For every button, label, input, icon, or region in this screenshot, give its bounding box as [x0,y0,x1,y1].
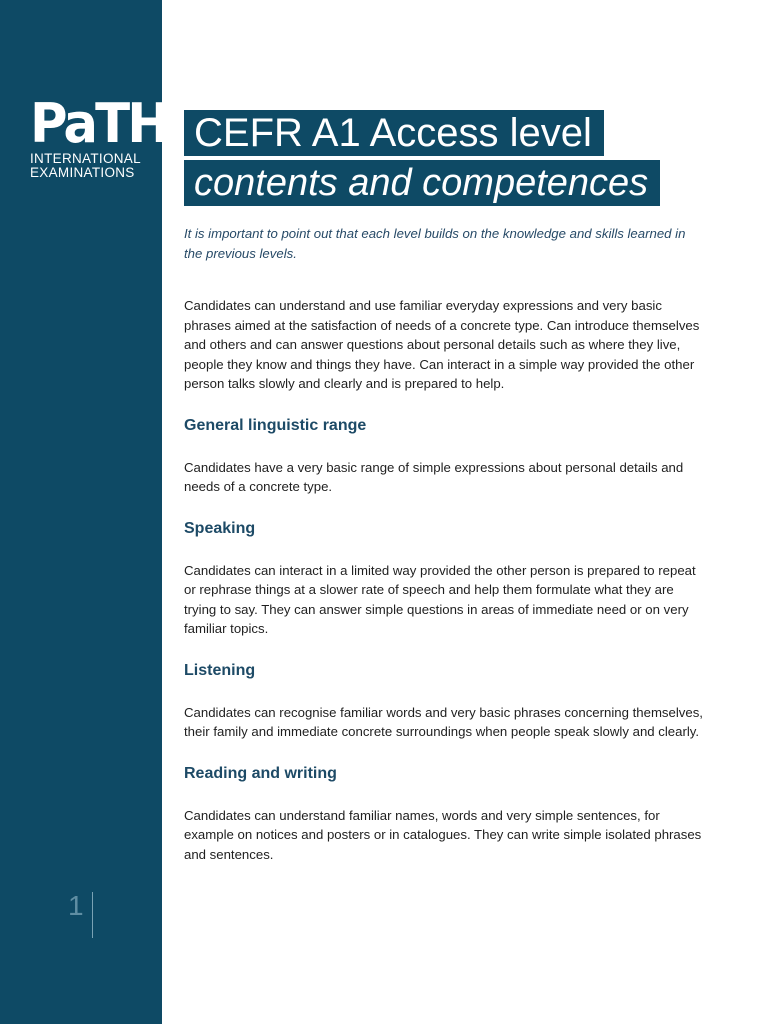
page-title [184,110,704,206]
section-heading-listening: Listening [184,661,256,679]
section-text-general-linguistic-range: Candidates have a very basic range of simple expressions about personal details and needs of a concrete type. [184,459,684,494]
section-heading-general-linguistic-range: General linguistic range [184,416,367,434]
title-line-2: contents and competences [184,160,660,206]
page-number: 1 [68,890,84,921]
page-number-divider [92,892,93,938]
intro-note: It is important to point out that each level builds on the knowledge and skills learned in the previous levels. [184,226,686,261]
title-line-1: CEFR A1 Access level [184,110,604,156]
logo-subtitle-line1: INTERNATIONAL [30,151,141,166]
section-text-listening: Candidates can recognise familiar words and very basic phrases concerning themselves, their family and immediate concrete surroundings when people speak slowly and clearly. [184,704,703,739]
section-heading-reading-writing: Reading and writing [184,764,337,782]
section-text-speaking: Candidates can interact in a limited way provided the other person is prepared to repeat or rephrase things at a slower rate of speech and help them formulate what they are trying to say. They can answer simple questions in areas of immediate need or on very familiar topics. [184,562,696,636]
logo-wordmark: PaTH [30,92,168,155]
section-text-reading-writing: Candidates can understand familiar names, words and very simple sentences, for example on notices and posters or in catalogues. They can write simple isolated phrases and sentences. [184,807,702,862]
section-heading-speaking: Speaking [184,519,256,537]
logo-subtitle-line2: EXAMINATIONS [30,165,135,180]
overview-paragraph: Candidates can understand and use familiar everyday expressions and very basic phrases aimed at the satisfaction of needs of a concrete type. Can introduce themselves and others and can answer questions about personal details such as where they live, people they know and things they have. Can interact in a simple way provided the other person talks slowly and clearly and is prepared to help. [184,298,700,391]
sidebar [0,0,168,1024]
path-logo [30,92,175,180]
main-content [184,110,704,864]
